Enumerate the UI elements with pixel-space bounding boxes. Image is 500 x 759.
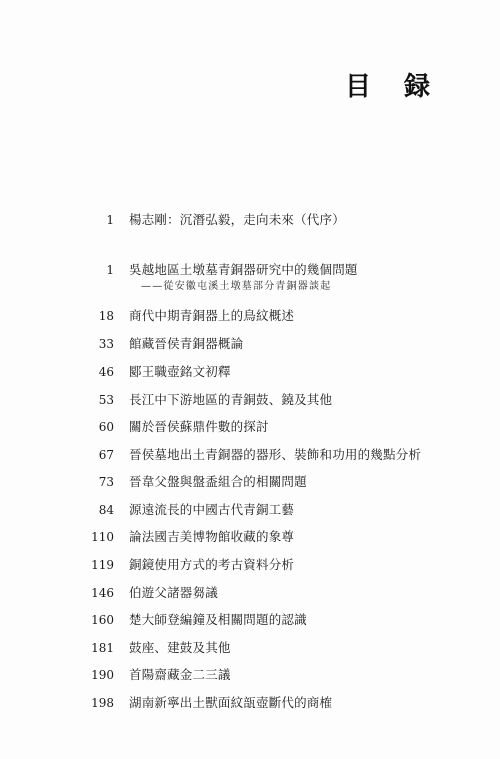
toc-page-number: 119 — [91, 558, 114, 572]
toc-entry-title: 長江中下游地區的青銅鼓、鐃及其他 — [129, 392, 333, 407]
toc-entry-title: 楚大師登編鐘及相關問題的認識 — [129, 612, 307, 627]
toc-entry-title: 郾王職壺銘文初釋 — [129, 364, 231, 379]
toc-page-number: 198 — [91, 696, 114, 710]
toc-entry-title: 論法國吉美博物館收藏的象尊 — [129, 529, 295, 544]
toc-page-number: 60 — [98, 420, 114, 434]
toc-entry-title: 首陽齋藏金二三議 — [129, 667, 231, 682]
toc-entry-title: 晉侯墓地出土青銅器的器形、裝飾和功用的幾點分析 — [129, 447, 422, 462]
toc-page-number: 73 — [98, 475, 114, 489]
toc-entry-subtitle: ——從安徽屯溪土墩墓部分青銅器談起 — [141, 281, 332, 292]
toc-entry-title: 楊志剛：沉潛弘毅，走向未來（代序） — [129, 212, 345, 227]
page-title: 目 録 — [344, 72, 442, 102]
toc-page-number: 46 — [98, 365, 114, 379]
toc-entry-title: 鼓座、建鼓及其他 — [129, 640, 231, 655]
toc-page-number: 160 — [91, 613, 114, 627]
toc-page-number: 146 — [91, 586, 114, 600]
toc-entry-title: 湖南新寧出土獸面紋瓿壺斷代的商榷 — [129, 695, 333, 710]
toc-entry-title: 館藏晉侯青銅器概論 — [129, 336, 244, 351]
toc-entry-title: 源遠流長的中國古代青銅工藝 — [129, 502, 295, 517]
toc-entry-title: 銅鏡使用方式的考古資料分析 — [129, 557, 295, 572]
toc-page-number: 190 — [91, 668, 114, 682]
toc-page-number: 67 — [98, 448, 114, 462]
toc-entry-title: 商代中期青銅器上的鳥紋概述 — [129, 308, 295, 323]
toc-page-number: 1 — [106, 263, 114, 277]
toc-page-number: 33 — [98, 337, 114, 351]
toc-entry-title: 關於晉侯蘇鼎件數的探討 — [129, 419, 269, 434]
toc-entry-title: 晉韋父盤與盤盉組合的相關問題 — [129, 474, 307, 489]
toc-entry-title: 伯遊父諸器芻議 — [129, 585, 218, 600]
toc-page-number: 181 — [91, 641, 114, 655]
toc-page-number: 18 — [98, 309, 114, 323]
toc-page-number: 1 — [106, 213, 114, 227]
toc-page-number: 110 — [91, 530, 114, 544]
toc-page-number: 84 — [98, 503, 114, 517]
toc-entry-title: 吳越地區土墩墓青銅器研究中的幾個問題 — [129, 262, 358, 277]
toc-page-number: 53 — [98, 393, 114, 407]
